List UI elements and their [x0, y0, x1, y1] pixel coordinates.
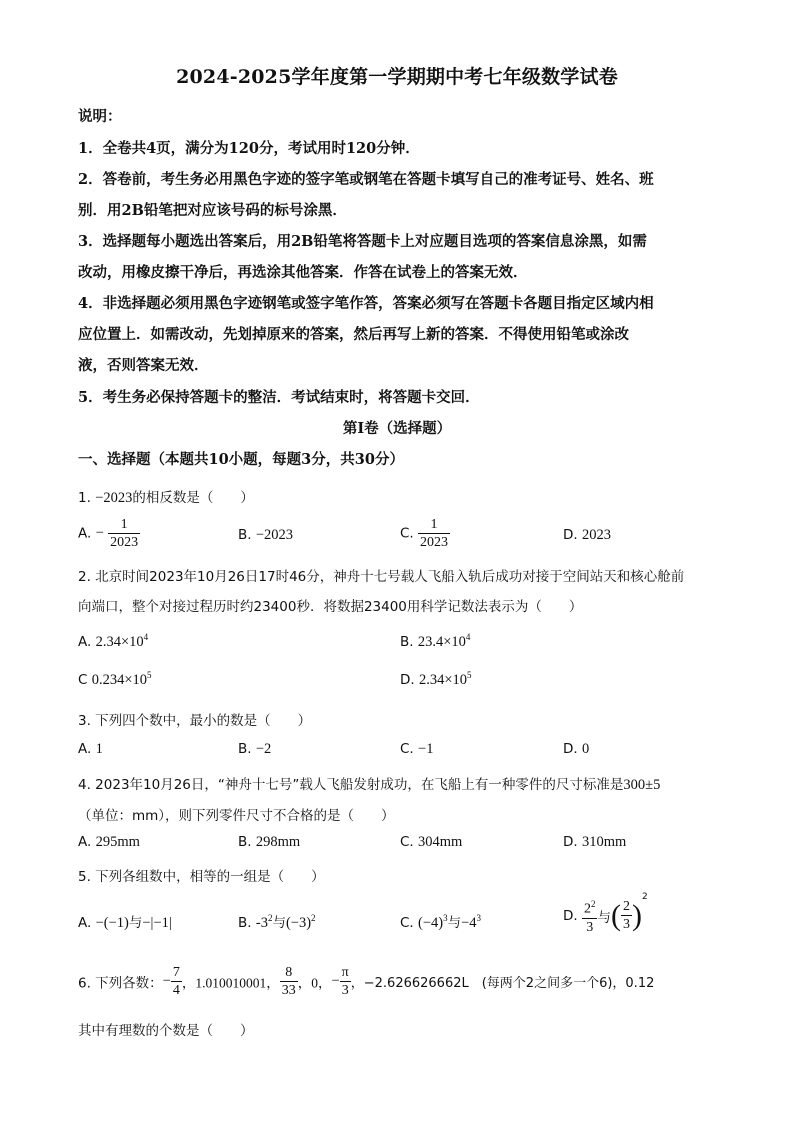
option-label: B.	[238, 527, 252, 543]
question-2-line-2: 向端口，整个对接过程历时约23400秒．将数据23400用科学记数法表示为（ ）	[78, 599, 583, 615]
question-1	[78, 486, 254, 507]
option-label: D.	[400, 671, 415, 688]
list-separator: ，1.010010001，	[181, 975, 280, 991]
option-value	[419, 672, 472, 688]
question-2-line-1: 2. 北京时间2023年10月26日17时46分，神舟十七号载人飞船入轨后成功对接于空间站天和核心舱前	[78, 569, 685, 585]
base: 2.34×10	[95, 633, 144, 650]
option-value: 304mm	[418, 834, 463, 850]
option-value: 298mm	[255, 834, 301, 850]
exponent: 2	[590, 899, 596, 909]
exponent: 5	[147, 670, 152, 680]
option-a[interactable]	[78, 632, 148, 651]
option-c[interactable]	[78, 670, 152, 689]
base: 23.4×10	[417, 633, 466, 650]
exponent: 4	[143, 632, 149, 642]
option-b[interactable]	[238, 911, 316, 932]
option-d[interactable]	[563, 741, 589, 758]
option-value: 2023	[581, 527, 611, 543]
option-label: B.	[400, 633, 414, 650]
option-a[interactable]	[78, 911, 172, 932]
numerator: 7	[172, 965, 180, 980]
question-6-line-1	[78, 964, 654, 999]
exponent: 4	[465, 632, 471, 642]
question-5: 5. 下列各组数中，相等的一组是（ ）	[78, 869, 325, 885]
option-label: B.	[238, 741, 252, 757]
option-label: A.	[78, 741, 92, 757]
base: −4	[461, 915, 477, 931]
base: 0.234×10	[91, 671, 148, 688]
denominator: 3	[341, 983, 349, 998]
option-label: C	[78, 671, 88, 688]
instructions-heading: 说明：	[78, 108, 122, 125]
minus-sign: −	[331, 973, 340, 989]
section-title: 一、选择题（本题共10小题，每题3分，共30分）	[78, 451, 404, 468]
fraction	[582, 896, 598, 936]
connector: 与	[272, 915, 286, 931]
question-3: 3. 下列四个数中，最小的数是（ ）	[78, 713, 312, 729]
right-paren: )	[631, 898, 642, 932]
connector: 与	[447, 915, 462, 931]
instruction-line: 5．考生务必保持答题卡的整洁．考试结束时，将答题卡交回．	[78, 389, 480, 406]
option-a[interactable]	[78, 741, 103, 758]
instruction-line: 1．全卷共4页，满分为120分，考试用时120分钟．	[78, 140, 420, 157]
exponent: 5	[467, 670, 472, 680]
option-label: A.	[78, 525, 92, 542]
instruction-line: 3．选择题每小题选出答案后，用2B铅笔将答题卡上对应题目选项的答案信息涂黑，如需	[78, 233, 647, 250]
denominator: 33	[281, 983, 296, 998]
option-b[interactable]	[238, 527, 293, 544]
option-label: C.	[400, 741, 414, 757]
option-label: A.	[78, 915, 92, 931]
option-label: C.	[400, 834, 414, 850]
denominator: 3	[622, 917, 630, 933]
numerator: 1	[108, 516, 140, 534]
minus-sign: −	[162, 973, 171, 989]
question-text: 6. 下列各数：	[78, 975, 163, 992]
option-c[interactable]	[400, 911, 481, 932]
numerator: 2	[622, 899, 630, 915]
expression-left	[418, 915, 448, 931]
option-label: B.	[238, 834, 252, 850]
fraction	[280, 964, 298, 999]
exponent: 3	[476, 913, 482, 924]
question-text: 4. 2023年10月26日，“神舟十七号”载人飞船发射成功，在飞船上有一种零件的尺寸标准是	[78, 777, 624, 793]
option-c[interactable]	[400, 516, 450, 551]
instruction-line: 别．用2B铅笔把对应该号码的标号涂黑．	[78, 202, 347, 219]
option-b[interactable]	[238, 834, 300, 851]
numerator: 8	[280, 964, 298, 982]
list-separator: ，0，	[297, 975, 332, 991]
list-separator: ，−2.626626662L (每两个2之间多一个6)，0.12	[350, 976, 655, 991]
option-label: B.	[238, 915, 252, 931]
option-c[interactable]	[400, 741, 433, 758]
option-a[interactable]	[78, 834, 140, 851]
left-paren: (	[610, 898, 621, 932]
exponent: 2	[267, 913, 273, 924]
option-label: D.	[563, 527, 578, 543]
base: 2.34×10	[418, 671, 468, 688]
denominator: 2023	[110, 535, 139, 550]
option-label: A.	[78, 633, 92, 650]
option-value: 295mm	[95, 834, 140, 850]
question-number: 1.	[78, 490, 91, 506]
option-d[interactable]	[400, 670, 472, 689]
fraction	[171, 964, 182, 999]
denominator: 4	[172, 983, 180, 998]
question-text: 的相反数是（ ）	[132, 490, 254, 506]
exponent: 2	[311, 913, 316, 924]
option-label: C.	[400, 915, 414, 931]
option-d[interactable]	[563, 527, 611, 544]
expression-right	[461, 915, 481, 931]
option-label: D.	[563, 834, 578, 850]
part-title: 第I卷（选择题）	[342, 420, 452, 437]
numerator: 1	[418, 516, 450, 534]
tolerance-standard: 300±5	[623, 777, 661, 793]
option-b[interactable]	[238, 741, 271, 758]
base: (−3)	[285, 915, 312, 931]
option-value: 0	[581, 741, 590, 757]
fraction	[621, 898, 632, 933]
option-value: 310mm	[581, 834, 627, 850]
denominator: 3	[586, 919, 594, 935]
minus-sign: −	[95, 525, 104, 541]
option-value	[96, 634, 149, 650]
exponent: 3	[443, 913, 448, 924]
fraction	[340, 964, 351, 999]
option-label: A.	[78, 834, 92, 850]
question-6-line-2: 其中有理数的个数是（ ）	[78, 1023, 254, 1039]
option-value	[92, 672, 152, 688]
option-value: −2	[255, 741, 272, 757]
instruction-line: 4．非选择题必须用黑色字迹钢笔或签字笔作答，答案必须写在答题卡各题目指定区域内相	[78, 295, 654, 312]
option-d[interactable]	[563, 892, 648, 936]
connector: 与	[597, 909, 611, 926]
instruction-line: 应位置上．如需改动，先划掉原来的答案，然后再写上新的答案．不得使用铅笔或涂改	[78, 326, 629, 343]
option-c[interactable]	[400, 834, 462, 851]
option-value: −2023	[255, 527, 294, 543]
instruction-line: 改动，用橡皮擦干净后，再选涂其他答案．作答在试卷上的答案无效．	[78, 264, 528, 281]
base: -3	[255, 915, 268, 931]
option-a[interactable]	[78, 516, 140, 551]
numerator	[582, 896, 598, 919]
option-label: D.	[563, 741, 578, 757]
option-label: D.	[563, 907, 578, 924]
option-value: −1	[418, 741, 434, 757]
exam-title: 2024-2025学年度第一学期期中考七年级数学试卷	[176, 66, 618, 88]
exponent: 2	[641, 892, 648, 902]
instruction-line: 2．答卷前，考生务必用黑色字迹的签字笔或钢笔在答题卡填写自己的准考证号、姓名、班	[78, 171, 654, 188]
expression-left	[256, 915, 273, 931]
option-value	[418, 634, 471, 650]
question-4-line-1	[78, 773, 660, 794]
connector: 与	[128, 915, 143, 931]
option-value: 1	[95, 741, 103, 757]
math-expression: −2023	[95, 490, 133, 506]
fraction	[418, 516, 450, 551]
option-b[interactable]	[400, 632, 470, 651]
expression-right	[286, 915, 316, 931]
expression-left: −(−1)	[95, 915, 129, 931]
base: (−4)	[418, 915, 444, 931]
question-4-line-2: （单位：mm），则下列零件尺寸不合格的是（ ）	[78, 808, 395, 824]
expression-right: −|−1|	[142, 915, 172, 931]
option-d[interactable]	[563, 834, 626, 851]
instruction-line: 液，否则答案无效．	[78, 357, 209, 374]
fraction	[108, 516, 140, 551]
option-label: C.	[400, 525, 414, 542]
numerator: π	[341, 965, 349, 980]
denominator: 2023	[420, 535, 449, 550]
base: 2	[583, 901, 591, 917]
